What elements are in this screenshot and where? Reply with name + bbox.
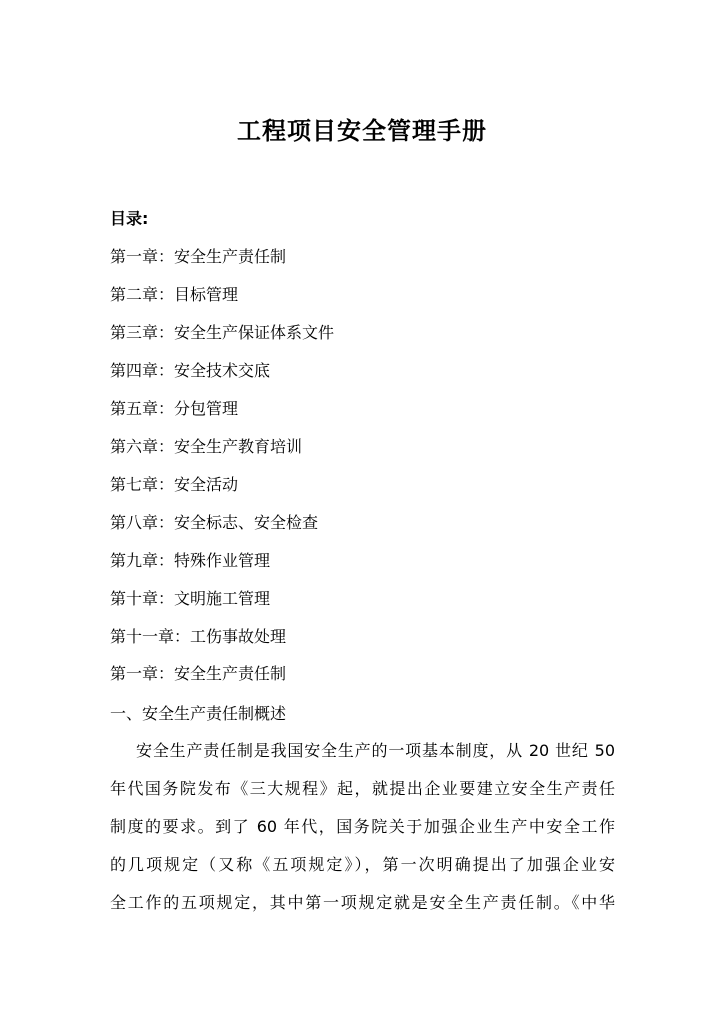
toc-item-11: 第十一章：工伤事故处理 xyxy=(110,627,287,646)
section-heading: 一、安全生产责任制概述 xyxy=(110,704,287,723)
paragraph-line-1: 安全生产责任制是我国安全生产的一项基本制度，从 20 世纪 50 xyxy=(136,741,615,760)
toc-item-10: 第十章：文明施工管理 xyxy=(110,589,271,608)
paragraph-line-5: 全工作的五项规定，其中第一项规定就是安全生产责任制。《中华 xyxy=(110,893,615,912)
toc-item-9: 第九章：特殊作业管理 xyxy=(110,551,271,570)
toc-heading: 目录: xyxy=(110,209,149,228)
toc-item-2: 第二章：目标管理 xyxy=(110,285,239,304)
paragraph-line-4: 的几项规定（又称《五项规定》），第一次明确提出了加强企业安 xyxy=(110,855,615,874)
toc-item-1: 第一章：安全生产责任制 xyxy=(110,247,287,266)
toc-item-6: 第六章：安全生产教育培训 xyxy=(110,437,303,456)
paragraph-line-3: 制度的要求。到了 60 年代，国务院关于加强企业生产中安全工作 xyxy=(110,817,615,836)
toc-item-4: 第四章：安全技术交底 xyxy=(110,361,271,380)
toc-item-5: 第五章：分包管理 xyxy=(110,399,239,418)
chapter-heading: 第一章：安全生产责任制 xyxy=(110,664,287,683)
toc-item-8: 第八章：安全标志、安全检查 xyxy=(110,513,319,532)
toc-item-7: 第七章：安全活动 xyxy=(110,475,239,494)
document-title: 工程项目安全管理手册 xyxy=(237,117,487,145)
toc-item-3: 第三章：安全生产保证体系文件 xyxy=(110,323,335,342)
paragraph-line-2: 年代国务院发布《三大规程》起，就提出企业要建立安全生产责任 xyxy=(110,779,615,798)
